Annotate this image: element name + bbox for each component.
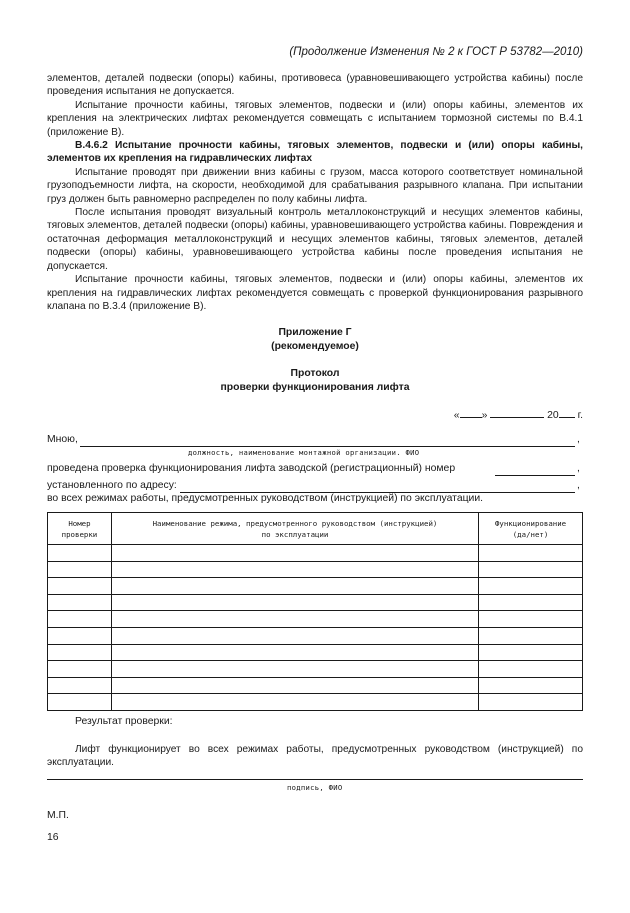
table-cell[interactable] <box>48 561 112 578</box>
address-comma: , <box>577 480 580 491</box>
address-line: установленного по адресу: <box>47 480 177 491</box>
result-text-block <box>47 743 583 770</box>
table-row <box>48 661 583 678</box>
table-row <box>48 578 583 595</box>
check-comma: , <box>577 463 580 474</box>
by-me-line: Мною, <box>47 434 78 445</box>
table-cell[interactable] <box>48 611 112 628</box>
table-cell[interactable] <box>111 594 478 611</box>
date-month-field[interactable] <box>490 407 544 418</box>
protocol-title: Протокол <box>290 368 340 379</box>
table-cell[interactable] <box>48 694 112 711</box>
table-cell[interactable] <box>111 578 478 595</box>
table-row <box>48 594 583 611</box>
appendix-title: Приложение Г <box>278 327 352 338</box>
table-cell[interactable] <box>48 661 112 678</box>
table-cell[interactable] <box>479 578 583 595</box>
table-cell[interactable] <box>479 594 583 611</box>
table-row <box>48 677 583 694</box>
paragraph-4-6-2-recommend: Испытание прочности кабины, тяговых элементов, подвески и (или) опоры кабины, элементов их крепления на гидравлических лифтах рекомендуется совмещать с проверкой функционирования разрывного клапана по В.3.4 (приложение В). <box>47 274 583 312</box>
signature-caption: подпись, ФИО <box>287 783 343 792</box>
section-body-text <box>47 72 583 313</box>
check-line: проведена проверка функционирования лифта заводской (регистрационный) номер <box>47 463 456 474</box>
serial-number-field[interactable] <box>495 474 575 476</box>
table-cell[interactable] <box>48 644 112 661</box>
modes-line: во всех режимах работы, предусмотренных руководством (инструкцией) по эксплуатации. <box>47 493 484 504</box>
running-header: (Продолжение Изменения № 2 к ГОСТ Р 53782—2010) <box>289 46 583 58</box>
header-functioning: Функционирование (да/нет) <box>479 513 583 545</box>
paragraph-4-6-1-end: элементов, деталей подвески (опоры) кабины, противовеса (уравновешивающего устройства кабины) после проведения испытания не допускается. <box>47 73 583 98</box>
table-cell[interactable] <box>111 545 478 562</box>
table-cell[interactable] <box>479 677 583 694</box>
table-cell[interactable] <box>479 644 583 661</box>
signature-field[interactable] <box>47 778 583 780</box>
table-row <box>48 561 583 578</box>
table-cell[interactable] <box>111 694 478 711</box>
by-me-comma: , <box>577 434 580 445</box>
table-cell[interactable] <box>111 661 478 678</box>
table-row <box>48 644 583 661</box>
table-cell[interactable] <box>111 561 478 578</box>
table-cell[interactable] <box>48 545 112 562</box>
section-heading-4-6-2: В.4.6.2 Испытание прочности кабины, тяговых элементов, подвески и (или) опоры кабины, элементов их крепления на гидравлических лифтах <box>47 140 583 165</box>
date-year-field[interactable] <box>559 407 575 418</box>
table-cell[interactable] <box>111 644 478 661</box>
by-me-caption: должность, наименование монтажной организации. ФИО <box>188 448 420 457</box>
table-cell[interactable] <box>479 561 583 578</box>
table-row <box>48 694 583 711</box>
header-mode-name: Наименование режима, предусмотренного руководством (инструкцией) по эксплуатации <box>111 513 478 545</box>
table-cell[interactable] <box>479 545 583 562</box>
table-cell[interactable] <box>111 677 478 694</box>
protocol-table <box>47 512 583 711</box>
table-cell[interactable] <box>48 578 112 595</box>
table-cell[interactable] <box>479 661 583 678</box>
table-row <box>48 627 583 644</box>
table-cell[interactable] <box>48 677 112 694</box>
result-text: Лифт функционирует во всех режимах работы, предусмотренных руководством (инструкцией) по эксплуатации. <box>47 744 583 769</box>
date-day-field[interactable] <box>460 407 482 418</box>
protocol-subtitle: проверки функционирования лифта <box>220 382 410 393</box>
page-number: 16 <box>47 832 59 843</box>
by-me-field[interactable] <box>80 445 575 447</box>
table-cell[interactable] <box>111 627 478 644</box>
table-cell[interactable] <box>48 627 112 644</box>
table-header-row <box>48 513 583 545</box>
paragraph-4-6-2-inspection: После испытания проводят визуальный контроль металлоконструкций и несущих элементов кабины, тяговых элементов, деталей подвески (опоры) кабины, уравновешивающего устройства кабины. Повреждения и остаточная деформация металлоконструкций и несущих элементов кабины, тяговых элементов, деталей подвески (опоры) кабины, уравновешивающего устройства кабины после проведения испытания не допускается. <box>47 207 583 272</box>
header-check-number: Номер проверки <box>48 513 112 545</box>
table-cell[interactable] <box>111 611 478 628</box>
table-cell[interactable] <box>479 627 583 644</box>
paragraph-4-6-2-procedure: Испытание проводят при движении вниз кабины с грузом, масса которого соответствует номинальной грузоподъемности лифта, на скорости, необходимой для срабатывания разрывного клапана. При испытании груз должен быть равномерно распределен по полу кабины лифта. <box>47 166 583 205</box>
seal-label: М.П. <box>47 810 69 821</box>
table-row <box>48 545 583 562</box>
table-cell[interactable] <box>479 611 583 628</box>
date-line: « » 20 г. <box>454 407 583 421</box>
appendix-subtitle: (рекомендуемое) <box>271 341 359 352</box>
table-row <box>48 611 583 628</box>
result-label: Результат проверки: <box>75 716 173 727</box>
table-cell[interactable] <box>48 594 112 611</box>
paragraph-4-6-1-recommend: Испытание прочности кабины, тяговых элементов, подвески и (или) опоры кабины, элементов их крепления на электрических лифтах рекомендуется совмещать с испытанием тормозной системы по В.4.1 (приложение В). <box>47 99 583 138</box>
table-cell[interactable] <box>479 694 583 711</box>
